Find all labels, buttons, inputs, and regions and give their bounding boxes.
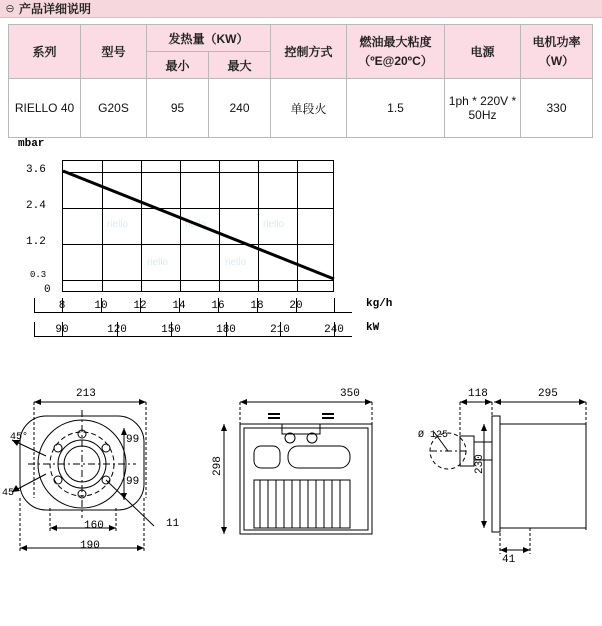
dim-slot-a: 99: [126, 434, 140, 446]
dim-350: 350: [340, 388, 360, 400]
th-viscosity: [347, 25, 445, 79]
ytick-3-6: 3.6: [26, 164, 46, 176]
xtick-kgh-12: 12: [133, 300, 147, 312]
th-viscosity-main: 燃油最大粘度: [359, 34, 432, 49]
chart-ylabel: mbar: [18, 138, 45, 150]
ytick-2-4: 2.4: [26, 200, 46, 212]
spec-table-wrapper: [0, 18, 602, 138]
th-viscosity-unit: （ºE@20ºC）: [358, 53, 433, 68]
circle-minus-icon: ⊖: [5, 2, 15, 15]
xtick-kgh-10: 10: [94, 300, 108, 312]
page-title: 产品详细说明: [19, 2, 92, 16]
dim-angle-2: 45°: [2, 488, 21, 499]
page-header: [0, 0, 602, 18]
dim-angle-1: 45°: [10, 432, 29, 443]
ytick-0: 0: [44, 284, 51, 296]
dim-298: 298: [212, 456, 224, 476]
dim-213: 213: [76, 388, 96, 400]
xtick-kw-120: 120: [107, 324, 127, 336]
xtick-kw-180: 180: [216, 324, 236, 336]
cell-series: RIELLO 40: [9, 79, 81, 138]
dim-230: 230: [474, 454, 486, 474]
cell-viscosity: 1.5: [347, 79, 445, 138]
dim-160: 160: [84, 520, 104, 532]
xtick-kgh-16: 16: [211, 300, 225, 312]
cell-model: G20S: [81, 79, 147, 138]
th-series: 系列: [9, 25, 81, 79]
dim-118: 118: [468, 388, 488, 400]
technical-drawings: [0, 378, 602, 588]
flange-view-drawing: [6, 380, 216, 580]
dim-hole-11: 11: [166, 518, 180, 530]
th-motor-power: [521, 25, 593, 79]
dim-41: 41: [502, 554, 516, 566]
th-heat-max: 最大: [209, 52, 271, 79]
xtick-kgh-20: 20: [289, 300, 303, 312]
xtick-kgh-8: 8: [58, 300, 66, 312]
xaxis-line-kgh: [34, 312, 352, 313]
th-motor-power-unit: （W）: [538, 53, 575, 68]
xtick-kgh-14: 14: [172, 300, 186, 312]
cell-control: 单段火: [271, 79, 347, 138]
th-control: 控制方式: [271, 25, 347, 79]
xtick-kw-210: 210: [270, 324, 290, 336]
side-view-drawing: [408, 380, 598, 570]
chart-xlabel-kw: kW: [366, 322, 380, 334]
th-power-supply: 电源: [445, 25, 521, 79]
th-heat-min: 最小: [147, 52, 209, 79]
dim-190: 190: [80, 540, 100, 552]
cell-motor-power: 330: [521, 79, 593, 138]
cell-heat-max: 240: [209, 79, 271, 138]
xtick-kw-240: 240: [324, 324, 344, 336]
xtick-kw-90: 90: [55, 324, 69, 336]
product-spec-table: [8, 24, 593, 138]
dim-diameter-125: Ø 125: [418, 430, 449, 441]
th-model: 型号: [81, 25, 147, 79]
chart-plot-area: riello riello riello riello riello: [62, 160, 334, 292]
table-row: [9, 79, 593, 138]
performance-chart: [0, 138, 602, 378]
ytick-0-3: 0.3: [30, 270, 47, 280]
th-motor-power-main: 电机功率: [532, 34, 581, 49]
table-header-row-1: [9, 25, 593, 52]
dim-slot-b: 99: [126, 476, 140, 488]
dim-295: 295: [538, 388, 558, 400]
th-heat-output: 发热量（KW）: [147, 25, 271, 52]
top-view-drawing: [210, 380, 390, 560]
xaxis-line-kw: [34, 336, 352, 337]
ytick-1-2: 1.2: [26, 236, 46, 248]
xtick-kgh-18: 18: [250, 300, 264, 312]
cell-heat-min: 95: [147, 79, 209, 138]
chart-xlabel-kgh: kg/h: [366, 298, 393, 310]
xtick-kw-150: 150: [161, 324, 181, 336]
chart-curve: [62, 160, 336, 294]
cell-power-supply: 1ph * 220V * 50Hz: [445, 79, 521, 138]
